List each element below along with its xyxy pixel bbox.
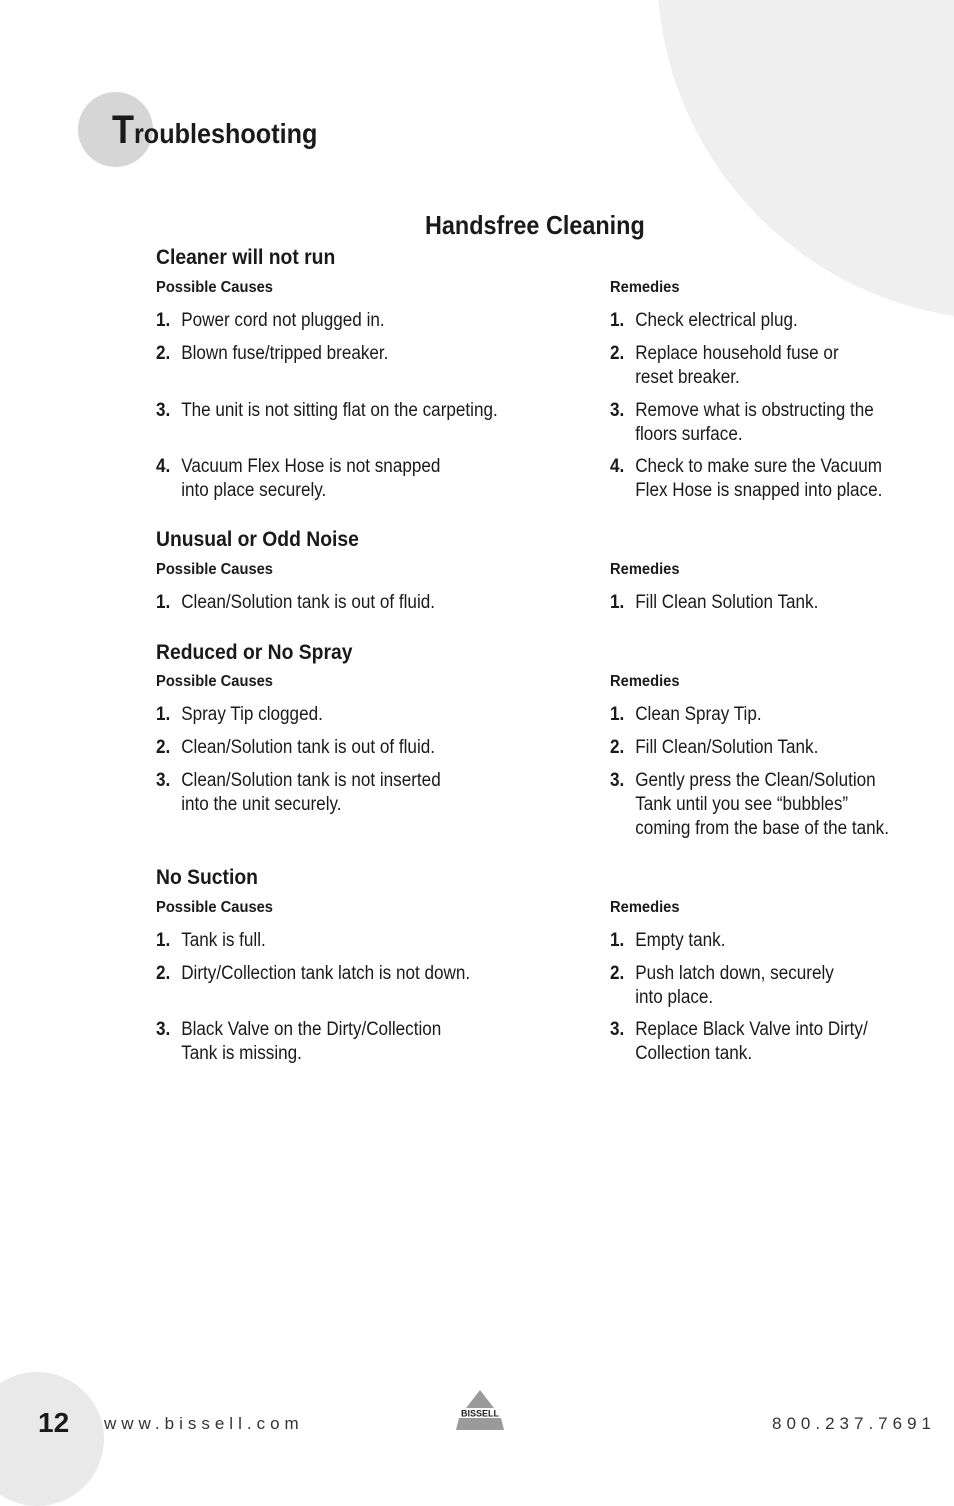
cause-item: 1. Tank is full. [156, 930, 266, 951]
remedy-item: 4. Check to make sure the Vacuum Flex Hose is snapped into place. [610, 456, 883, 501]
page-number: 12 [38, 1407, 70, 1438]
possible-causes-label: Possible Causes [156, 899, 273, 916]
remedy-item: 3. Gently press the Clean/Solution Tank until you see “bubbles” coming from the base of the tank. [610, 770, 889, 839]
page-title [112, 108, 317, 153]
website-url: www.bissell.com [104, 1414, 304, 1433]
cause-item: 4. Vacuum Flex Hose is not snapped into place securely. [156, 456, 441, 501]
remedy-item: 2. Replace household fuse or reset breaker. [610, 343, 839, 388]
cause-item: 3. Clean/Solution tank is not inserted into the unit securely. [156, 770, 441, 815]
cause-item: 3. The unit is not sitting flat on the carpeting. [156, 400, 498, 421]
remedies-label: Remedies [610, 673, 680, 690]
cause-item: 1. Clean/Solution tank is out of fluid. [156, 592, 436, 613]
group-heading-no-suction: No Suction [156, 866, 258, 889]
remedy-item: 3. Remove what is obstructing the floors surface. [610, 400, 874, 445]
remedies-label: Remedies [610, 561, 680, 578]
possible-causes-label: Possible Causes [156, 673, 273, 690]
possible-causes-label: Possible Causes [156, 279, 273, 296]
cause-item: 2. Dirty/Collection tank latch is not down. [156, 963, 471, 984]
group-heading-unusual-noise: Unusual or Odd Noise [156, 528, 359, 551]
logo-lettering: BISSELL [460, 1408, 500, 1419]
remedy-item: 1. Empty tank. [610, 930, 726, 951]
phone-number: 800.237.7691 [772, 1414, 936, 1433]
bissell-logo [450, 1388, 510, 1432]
cause-item: 3. Black Valve on the Dirty/Collection Tank is missing. [156, 1019, 442, 1064]
group-heading-cleaner-will-not-run: Cleaner will not run [156, 246, 336, 269]
page-title-rest: roubleshooting [133, 118, 318, 149]
cause-item: 2. Clean/Solution tank is out of fluid. [156, 737, 436, 758]
remedies-label: Remedies [610, 899, 680, 916]
remedy-item: 2. Push latch down, securely into place. [610, 963, 834, 1008]
footer-circle-decoration [0, 1372, 104, 1506]
cause-item: 1. Power cord not plugged in. [156, 310, 385, 331]
remedy-item: 2. Fill Clean/Solution Tank. [610, 737, 819, 758]
remedy-item: 1. Check electrical plug. [610, 310, 798, 331]
possible-causes-label: Possible Causes [156, 561, 273, 578]
group-heading-reduced-spray: Reduced or No Spray [156, 641, 353, 664]
remedy-item: 1. Clean Spray Tip. [610, 704, 762, 725]
remedies-label: Remedies [610, 279, 680, 296]
remedy-item: 1. Fill Clean Solution Tank. [610, 592, 819, 613]
decorative-arc [657, 0, 954, 320]
page-title-initial: T [112, 108, 134, 152]
section-title: Handsfree Cleaning [425, 210, 645, 240]
cause-item: 2. Blown fuse/tripped breaker. [156, 343, 389, 364]
remedy-item: 3. Replace Black Valve into Dirty/ Collection tank. [610, 1019, 868, 1064]
cause-item: 1. Spray Tip clogged. [156, 704, 323, 725]
